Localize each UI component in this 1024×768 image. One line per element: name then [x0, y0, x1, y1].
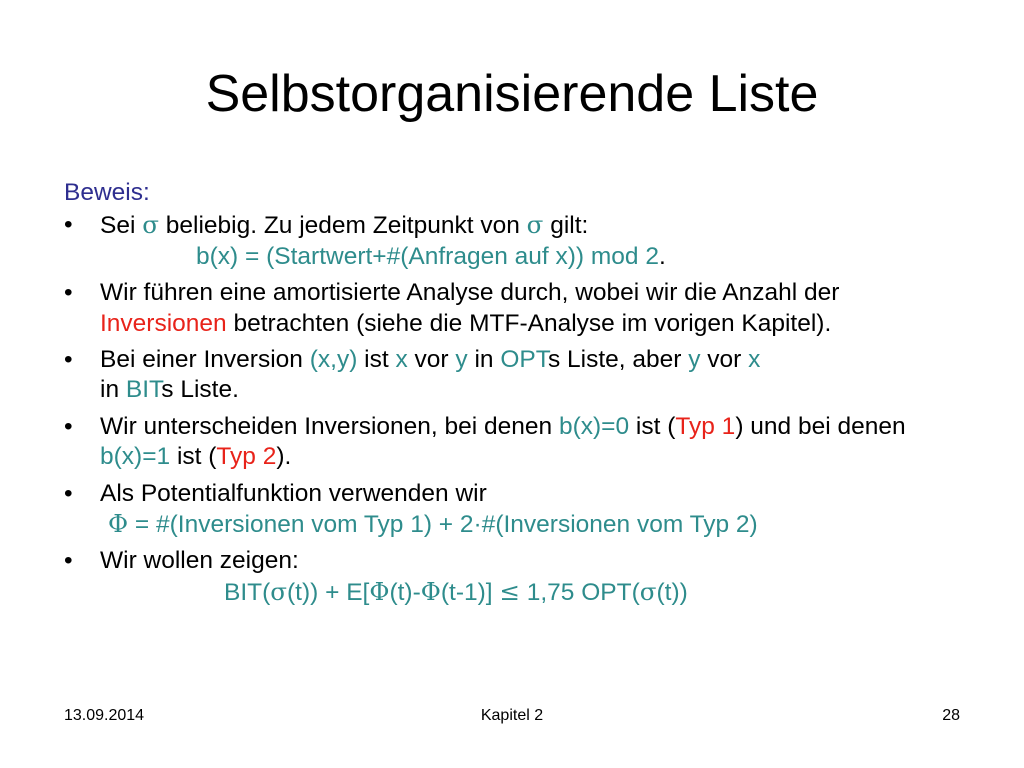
text: vor — [700, 346, 749, 374]
footer-chapter: Kapitel 2 — [480, 707, 544, 724]
formula-part: (t)- — [389, 578, 421, 606]
highlight-typ1: Typ 1 — [675, 412, 736, 440]
math-bit: BIT — [125, 376, 162, 404]
formula-part: 1,75 OPT( — [519, 578, 640, 606]
text: beliebig. Zu jedem Zeitpunkt von — [158, 212, 527, 240]
text: s Liste. — [161, 376, 239, 404]
phi-symbol: Φ — [369, 576, 390, 606]
text: betrachten (siehe die MTF-Analyse im vorigen Kapitel). — [226, 309, 832, 337]
phi-symbol: Φ — [108, 509, 129, 539]
formula-b-x — [100, 242, 964, 272]
phi-symbol: Φ — [420, 576, 441, 606]
sigma-symbol: σ — [526, 210, 544, 240]
highlight-inversionen: Inversionen — [100, 309, 227, 337]
slide-title: Selbstorganisierende Liste — [205, 65, 819, 123]
formula-goal — [100, 577, 964, 608]
bullet-item-5 — [64, 479, 964, 541]
text: ist ( — [170, 443, 217, 471]
formula-part: (t)) — [656, 578, 688, 606]
leq-symbol: ≤ — [499, 576, 520, 606]
formula-text: b(x) = (Startwert+#(Anfragen auf x)) mod 2 — [196, 242, 659, 270]
text: Wir wollen zeigen: — [100, 547, 299, 575]
sigma-symbol: σ — [270, 576, 288, 606]
bullet-item-4 — [64, 412, 964, 473]
bullet-item-1 — [64, 210, 964, 272]
math-y: y — [455, 346, 468, 374]
text: Wir unterscheiden Inversionen, bei denen — [100, 412, 559, 440]
slide-content — [64, 178, 964, 614]
math-b0: b(x)=0 — [558, 412, 630, 440]
math-x: x — [748, 346, 761, 374]
highlight-typ2: Typ 2 — [216, 443, 277, 471]
text: Bei einer Inversion — [100, 346, 310, 374]
math-x: x — [395, 346, 408, 374]
bullet-item-6 — [64, 546, 964, 608]
text: in — [100, 376, 126, 404]
text: s Liste, aber — [547, 346, 689, 374]
text: Sei — [100, 212, 143, 240]
bullet-list — [64, 210, 964, 608]
formula-part: (t-1)] — [440, 578, 500, 606]
sigma-symbol: σ — [639, 576, 657, 606]
text: ist — [357, 346, 396, 374]
formula-potential — [100, 509, 964, 540]
text: ) und bei denen — [735, 412, 906, 440]
formula-part: (t)) + E[ — [287, 578, 370, 606]
footer-page-number: 28 — [942, 707, 960, 724]
formula-text: = #(Inversionen vom Typ 1) + 2·#(Inversionen vom Typ 2) — [128, 511, 758, 539]
text: ). — [276, 443, 292, 471]
math-opt: OPT — [500, 346, 548, 374]
formula-part: BIT( — [224, 578, 271, 606]
text: in — [467, 346, 501, 374]
math-b1: b(x)=1 — [100, 443, 171, 471]
proof-label: Beweis: — [64, 179, 150, 206]
bullet-item-3 — [64, 345, 964, 406]
text: vor — [407, 346, 456, 374]
text: Als Potentialfunktion verwenden wir — [100, 479, 487, 507]
math-pair: (x,y) — [309, 346, 358, 374]
math-y: y — [688, 346, 701, 374]
formula-period: . — [658, 242, 666, 270]
text: ist ( — [629, 412, 676, 440]
text: gilt: — [543, 212, 589, 240]
text: Wir führen eine amortisierte Analyse durch, wobei wir die Anzahl der — [100, 279, 840, 307]
sigma-symbol: σ — [142, 210, 159, 240]
bullet-item-2 — [64, 278, 964, 339]
footer-date: 13.09.2014 — [64, 707, 145, 724]
